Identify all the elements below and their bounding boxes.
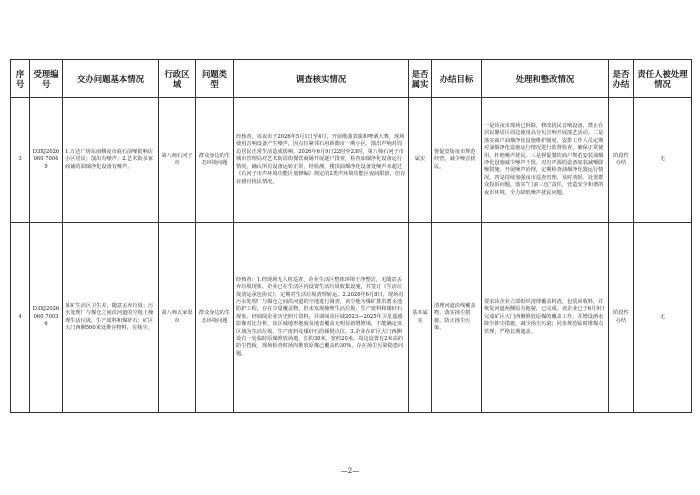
page-number: —2—	[340, 467, 360, 475]
completion-status: 阶段性办结	[609, 223, 634, 413]
header-cell: 处理和整改情况	[482, 60, 609, 98]
header-cell: 受理编号	[30, 60, 63, 98]
table-row	[11, 223, 692, 413]
investigation-text: 经核查：1.经现场无人机巡查，企业生活区整体环境干净整洁，无随意丢弃垃圾现象。企业已在生活区内设置生活垃圾收集设施，并签订《生活垃圾清运承包协议》，定期对生活垃圾清理转运。2.2026年6月8日，现场对污水处理厂与煤仓之间沿河道的空地进行调查，该空地为煤矿排洪蓄水池防护工程，存在少量覆盖物，但未发现掩埋生活垃圾、生产废料和煤矸石现象，经调阅企业历史照片资料，并调阅该区域2023—2025年卫星遥感影像对比分析，该区域地形地貌及地表覆盖无明显新增堆填，不能确定该区域为生活垃圾、生产废料及煤矸石的倾倒点位。3.企业在矿区大门西侧设有一处临时原煤堆放场地，长约30米，宽约20米，周边设置有2米高的防尘挡板，现场检查时场内堆放原煤已覆盖约30%，存在扬尘污染隐患问题。	[234, 223, 409, 413]
page-sheet	[10, 59, 691, 413]
header-cell: 办结目标	[432, 60, 482, 98]
resolution-goal: 清理河道沿线覆盖物，落实扬尘措施，防止扬尘污染。	[432, 223, 482, 413]
penalty-status: 无	[634, 223, 692, 413]
handling-text: 一是该夜市现场已拆除，修改扰民音响设备，禁止在居民聚居区周边使用高分贝音响开展演艺活动。二是落实商户油烟净化设施维护制度，安排工作人员定期对油烟净化设施运行情况进行监督检查，确保正常使用，杜绝噪声扰民。三是督促餐饮商户规范安装油烟净化设施减少噪声干扰，对有声源的设备加装减噪降噪措施，开展噪声治理，定期检查油烟净化器运行情况。四是持续加强夜市巡查管理，及时劝阻、处置群众投诉问题，落实“门前三包”责任，营造安全和谐的夜市环境，全力降低噪声扰民问题。	[482, 98, 609, 223]
header-cell: 交办问题基本情况	[63, 60, 159, 98]
header-cell: 序号	[11, 60, 30, 98]
header-cell: 行政区域	[159, 60, 196, 98]
row-number: 3	[11, 98, 30, 223]
case-id: D3XJ2026060 70049	[30, 98, 63, 223]
issue-description: 1.万达广场东南侧夜市商石前噪影响店小区居民；演出有噪声；2.艺术街多家商铺的油烟净化设备有噪声。	[63, 98, 159, 223]
completion-status: 阶段性办结	[609, 98, 634, 223]
verified-status: 基本属实	[409, 223, 432, 413]
handling-text: 要求该企业立即组织清理覆盖料渣，包装回收料，并恢复河道两侧原有地貌，已完成。该企业已于6月9日完成矿区大门西侧堆放原煤的覆盖工作，并增设洒水降尘抑尘措施，减少扬尘污染；同步规范临时堆煤点管理，严格长期遮盖。	[482, 223, 609, 413]
header-cell: 是否办结	[609, 60, 634, 98]
table-header-row	[11, 60, 692, 98]
header-cell: 责任人被处理情况	[634, 60, 692, 98]
header-cell: 是否属实	[409, 60, 432, 98]
issue-type: 群众身边的生态环境问题	[196, 223, 234, 413]
region: 第八师五家渠市	[159, 223, 196, 413]
verified-status: 属实	[409, 98, 432, 223]
case-table	[10, 59, 692, 413]
resolution-goal: 督促壹街夜市规范经营，减少噪音扰民。	[432, 98, 482, 223]
region: 第八师石河子市	[159, 98, 196, 223]
row-number: 4	[11, 223, 30, 413]
table-row	[11, 98, 692, 223]
penalty-status: 无	[634, 98, 692, 223]
case-id: D3XJ2026060 70036	[30, 223, 63, 413]
investigation-text: 经核查，该夜市于2026年5月1日至4月，开展歌曲表演和啤酒大赛，现场使用音响设备产生噪声，因点位紧邻石府新都市一期小区，演出声响对周边居民正常生活造成影响。2026年6月9日22时至23时，第八师石河子市城市管理局对艺术街沿街餐饮商铺开展逐户排查，检查油烟净化设备运行情况，确认所有设备运转正常，经检测，楼顶油烟净化设备处噪声未超过《石河子市声环境功能区划修编》规定的2类声环境功能区夜间限值，但存在感官扰民情况。	[234, 98, 409, 223]
header-cell: 问题类型	[196, 60, 234, 98]
issue-description: 某矿生活区卫生差，随意丢弃垃圾；污水处理厂与煤仓之间沿河道的空地上掩埋生活垃圾，生产废料和煤矸石；矿区大门西侧500米处堆存物料，有扬尘。	[63, 223, 159, 413]
header-cell: 调查核实情况	[234, 60, 409, 98]
issue-type: 群众身边的生态环境问题	[196, 98, 234, 223]
